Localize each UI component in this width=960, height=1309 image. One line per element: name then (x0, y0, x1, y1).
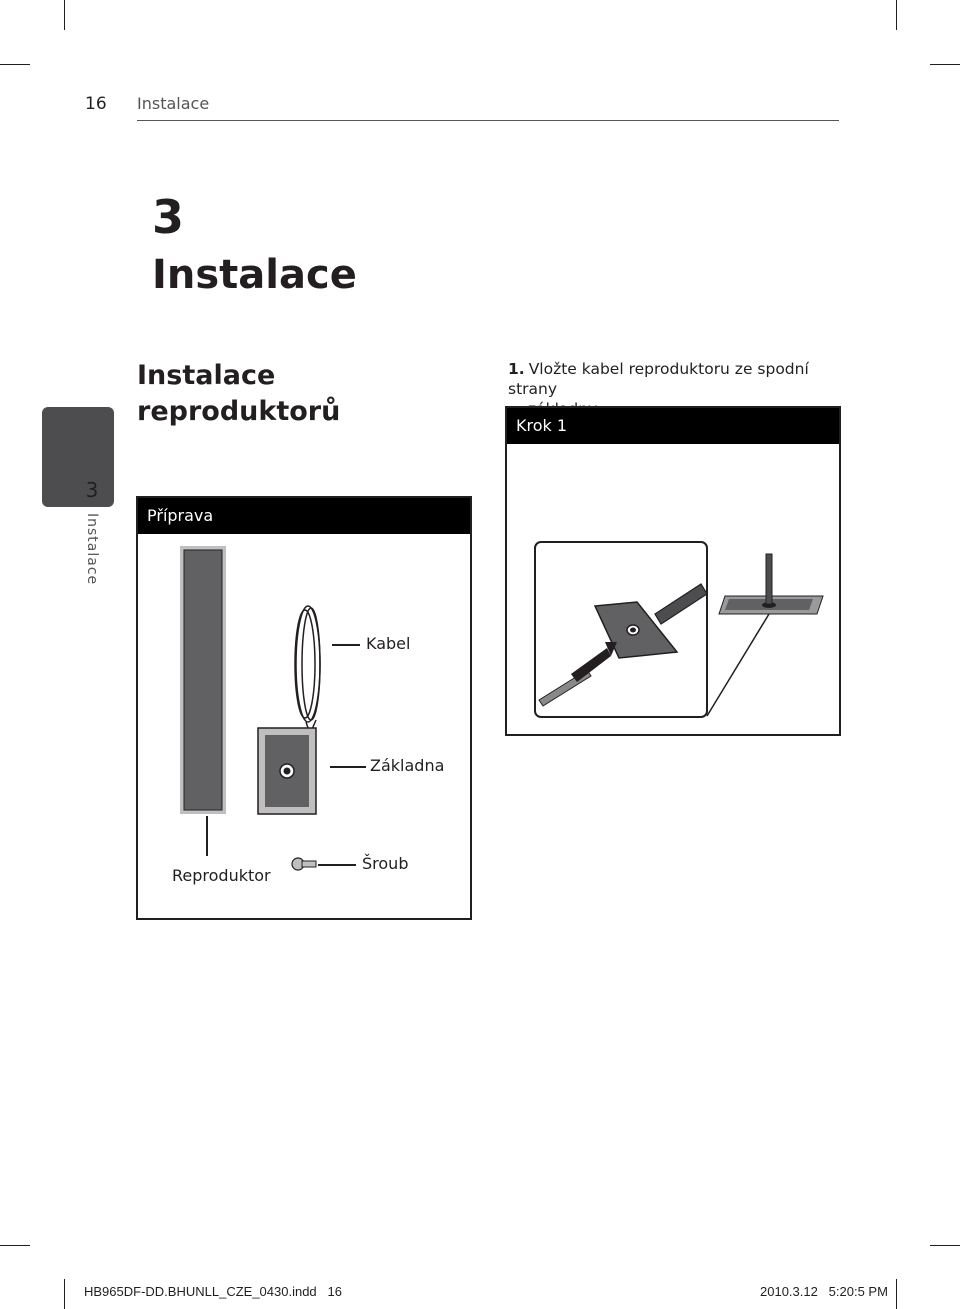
crop-mark (896, 0, 897, 30)
step1-panel-title: Krok 1 (507, 408, 839, 444)
screw-leader (318, 864, 356, 866)
preparation-illustration (138, 534, 470, 918)
step1-panel (505, 406, 841, 736)
cable-leader (332, 644, 360, 646)
crop-mark (930, 1245, 960, 1246)
header-rule (137, 120, 839, 121)
footer-file: HB965DF-DD.BHUNLL_CZE_0430.indd 16 (84, 1284, 342, 1299)
base-leader (330, 766, 366, 768)
section-title-line2: reproduktorů (137, 396, 341, 427)
chapter-title: Instalace (152, 252, 357, 298)
preparation-panel-title: Příprava (138, 498, 470, 534)
chapter-number: 3 (152, 190, 185, 244)
section-title-line1: Instalace (137, 360, 276, 391)
crop-mark (64, 0, 65, 30)
label-base: Základna (370, 756, 445, 775)
preparation-panel (136, 496, 472, 920)
chapter-tab-number: 3 (85, 478, 99, 502)
step1-illustration (507, 444, 839, 734)
crop-mark (64, 1279, 65, 1309)
page-number: 16 (85, 94, 107, 114)
crop-mark (0, 64, 30, 65)
crop-mark (0, 1245, 30, 1246)
chapter-tab-label: Instalace (84, 513, 100, 586)
crop-mark (930, 64, 960, 65)
footer-timestamp: 2010.3.12 5:20:5 PM (760, 1284, 888, 1299)
label-cable: Kabel (366, 634, 411, 653)
crop-mark (896, 1279, 897, 1309)
label-screw: Šroub (362, 854, 409, 873)
running-header: Instalace (137, 94, 210, 113)
step-number: 1. (508, 360, 525, 378)
step-text-line1: Vložte kabel reproduktoru ze spodní strany (508, 360, 809, 398)
section-title (137, 358, 437, 430)
label-speaker: Reproduktor (172, 866, 271, 885)
